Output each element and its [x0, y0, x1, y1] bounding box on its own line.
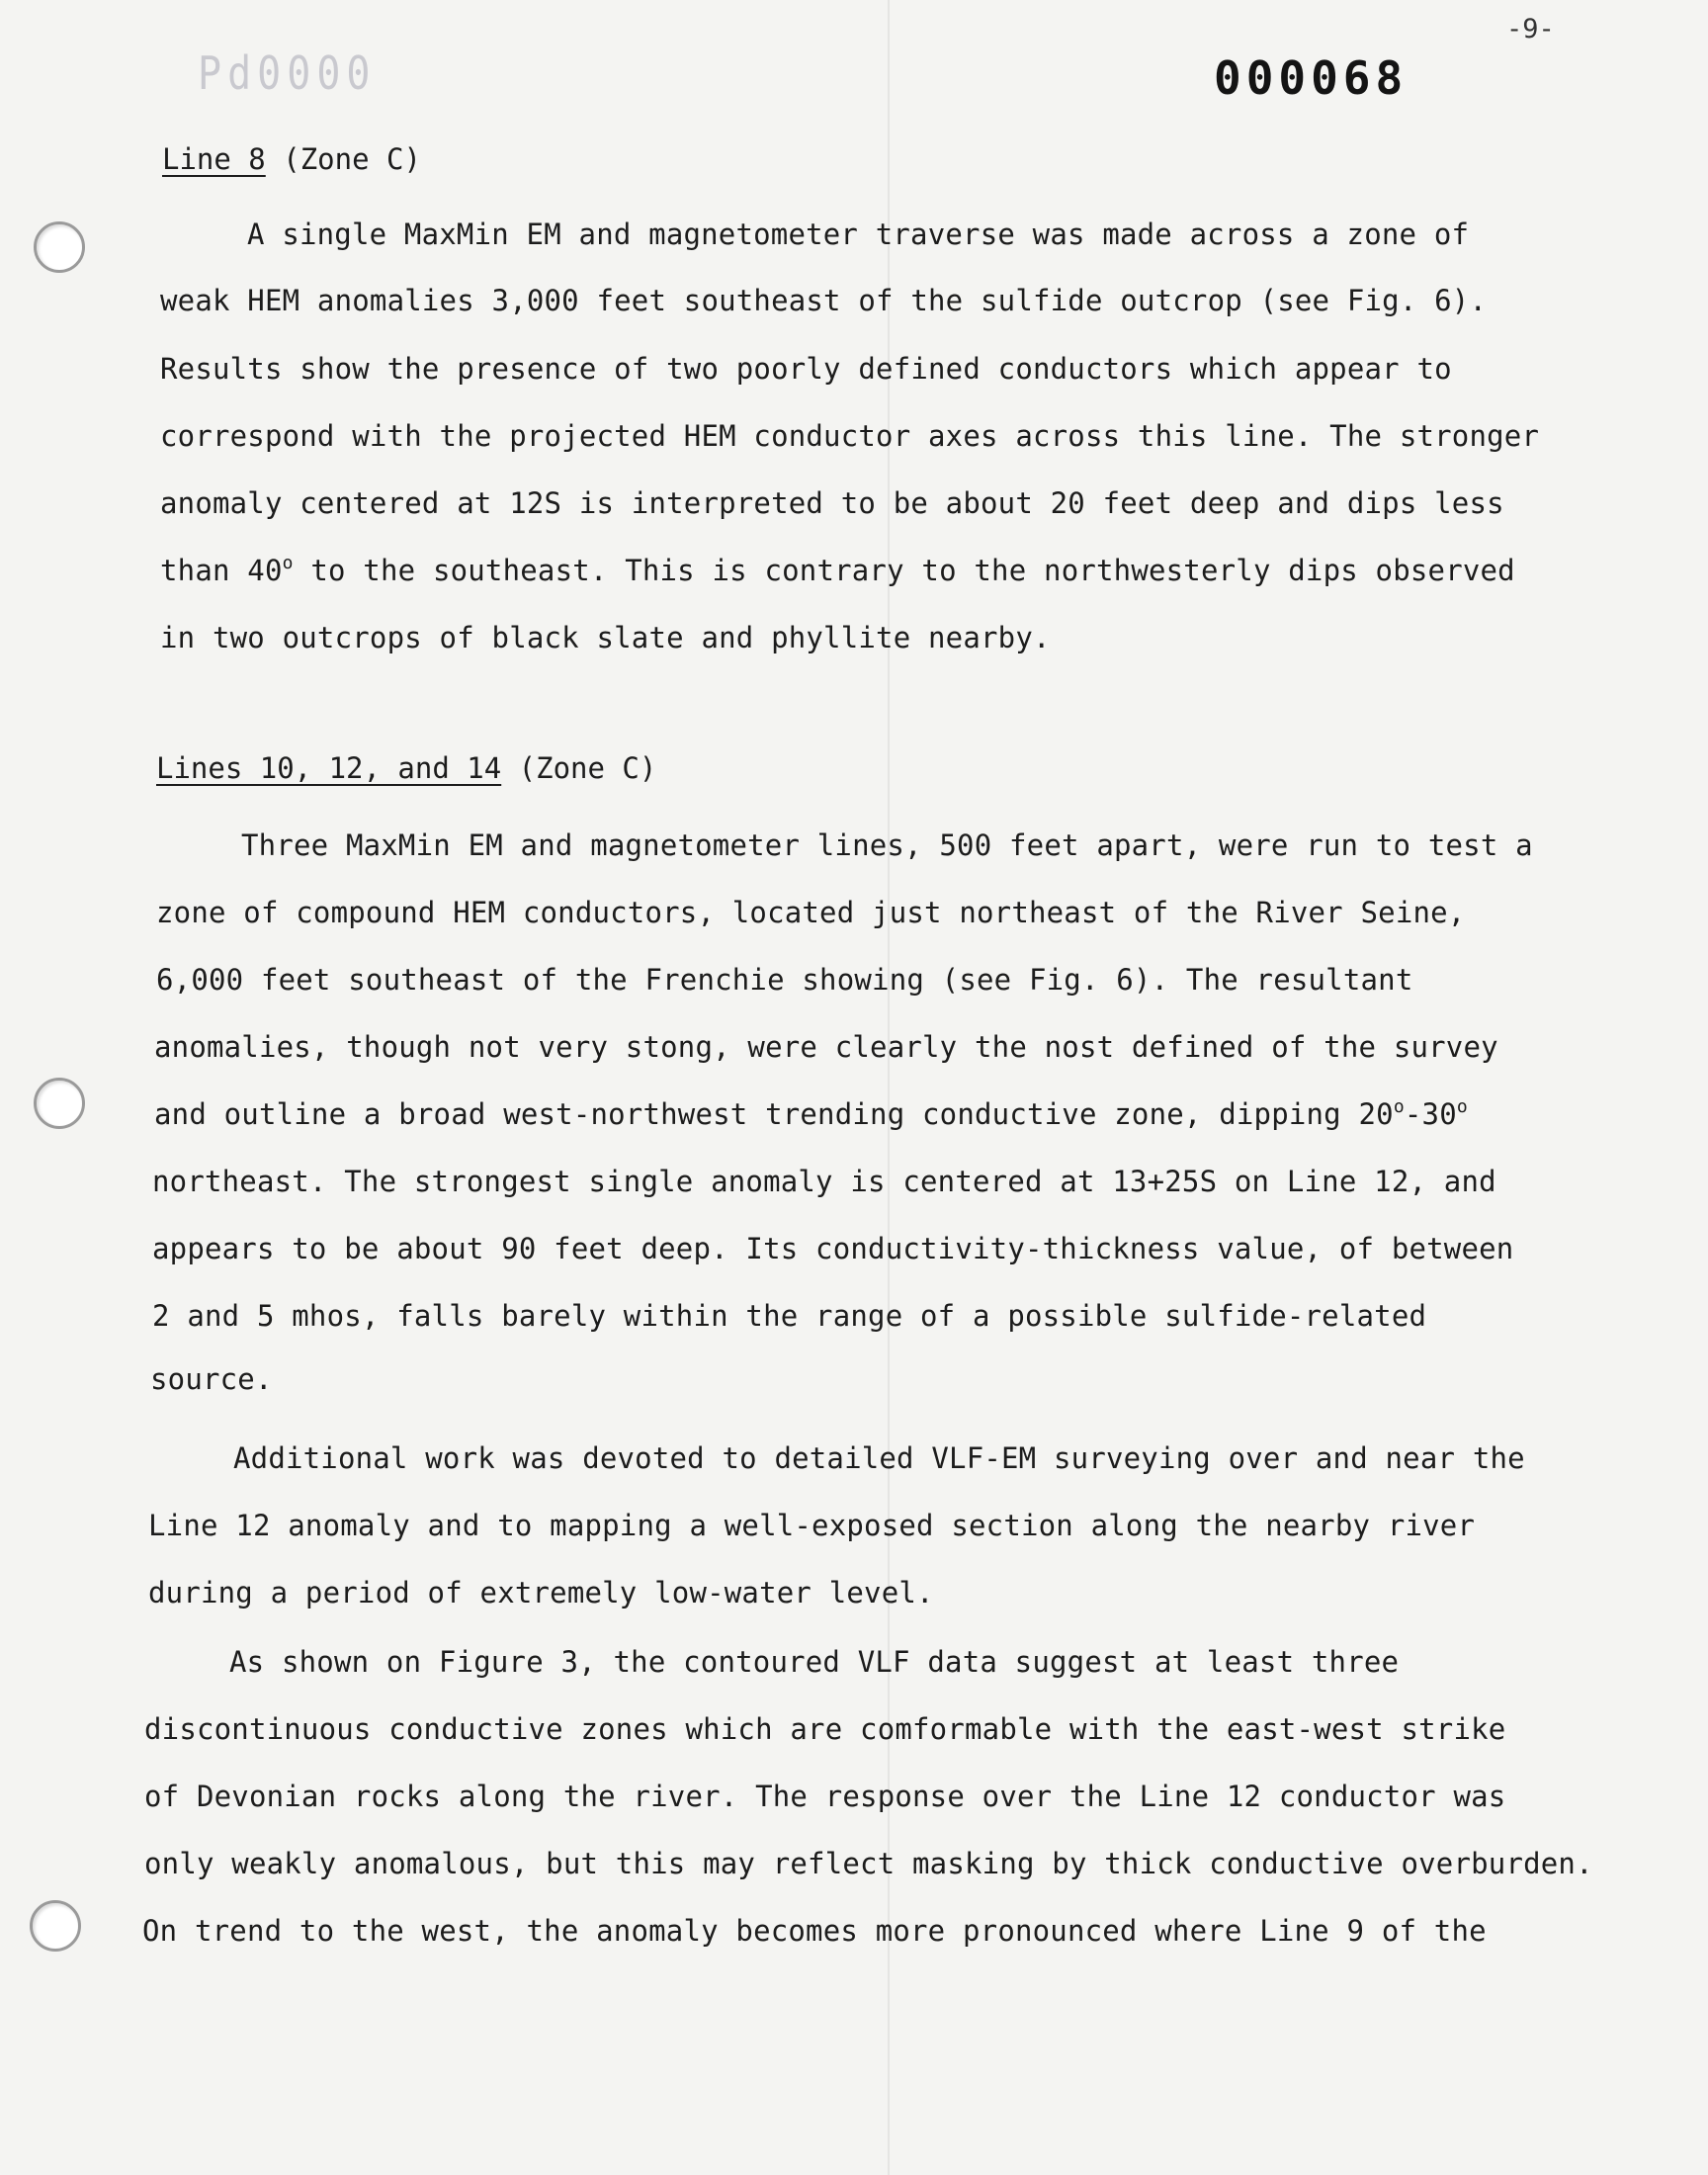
- text-line: Results show the presence of two poorly defined conductors which appear to: [160, 352, 1452, 386]
- text-line: of Devonian rocks along the river. The response over the Line 12 conductor was: [144, 1780, 1506, 1813]
- text-line: discontinuous conductive zones which are comformable with the east-west strike: [144, 1712, 1506, 1746]
- text-line: only weakly anomalous, but this may reflect masking by thick conductive overburden.: [144, 1847, 1593, 1880]
- text-fragment: and outline a broad west-northwest trending conductive zone, dipping 20: [154, 1097, 1394, 1131]
- faint-document-stamp: Pd0000: [198, 47, 377, 101]
- text-line: 6,000 feet southeast of the Frenchie showing (see Fig. 6). The resultant: [156, 963, 1413, 997]
- text-line: northeast. The strongest single anomaly is centered at 13+25S on Line 12, and: [152, 1165, 1496, 1198]
- punch-hole-top: [34, 221, 85, 273]
- text-line: As shown on Figure 3, the contoured VLF data suggest at least three: [229, 1645, 1400, 1679]
- text-line: appears to be about 90 feet deep. Its conductivity-thickness value, of between: [152, 1232, 1514, 1265]
- text-line: [154, 1097, 1468, 1131]
- heading-underlined-text: Lines 10, 12, and 14: [156, 751, 502, 785]
- text-line: anomalies, though not very stong, were clearly the nost defined of the survey: [154, 1030, 1498, 1064]
- heading-zone-text: (Zone C): [518, 751, 657, 785]
- text-line: source.: [150, 1362, 273, 1396]
- text-line: A single MaxMin EM and magnetometer traverse was made across a zone of: [247, 218, 1470, 251]
- punch-hole-bottom: [30, 1900, 81, 1952]
- page-number: -9-: [1506, 14, 1555, 44]
- text-fragment: -30: [1404, 1097, 1457, 1131]
- text-fragment: to the southeast. This is contrary to the northwesterly dips observed: [293, 554, 1515, 587]
- text-line: On trend to the west, the anomaly becomes more pronounced where Line 9 of the: [142, 1914, 1487, 1948]
- text-line: Additional work was devoted to detailed VLF-EM surveying over and near the: [233, 1441, 1525, 1475]
- document-number-stamp: 000068: [1214, 51, 1409, 105]
- text-line: weak HEM anomalies 3,000 feet southeast of the sulfide outcrop (see Fig. 6).: [160, 284, 1488, 317]
- text-line: during a period of extremely low-water level.: [148, 1576, 934, 1610]
- degree-mark: o: [282, 553, 294, 573]
- section-heading-line-8: [162, 142, 421, 176]
- heading-underlined-text: Line 8: [162, 142, 266, 176]
- text-line: Line 12 anomaly and to mapping a well-exposed section along the nearby river: [148, 1509, 1476, 1542]
- text-line: Three MaxMin EM and magnetometer lines, 500 feet apart, were run to test a: [241, 828, 1533, 862]
- punch-hole-middle: [34, 1078, 85, 1129]
- degree-mark: o: [1393, 1096, 1405, 1117]
- text-line: correspond with the projected HEM conductor axes across this line. The stronger: [160, 419, 1540, 453]
- text-line: [160, 554, 1515, 587]
- degree-mark: o: [1456, 1096, 1468, 1117]
- text-line: 2 and 5 mhos, falls barely within the range of a possible sulfide-related: [152, 1299, 1427, 1333]
- text-line: in two outcrops of black slate and phyllite nearby.: [160, 621, 1051, 654]
- text-line: zone of compound HEM conductors, located just northeast of the River Seine,: [156, 896, 1466, 929]
- text-fragment: than 40: [160, 554, 283, 587]
- text-line: anomaly centered at 12S is interpreted to be about 20 feet deep and dips less: [160, 486, 1504, 520]
- section-heading-lines-10-12-14: [156, 751, 656, 785]
- heading-zone-text: (Zone C): [283, 142, 421, 176]
